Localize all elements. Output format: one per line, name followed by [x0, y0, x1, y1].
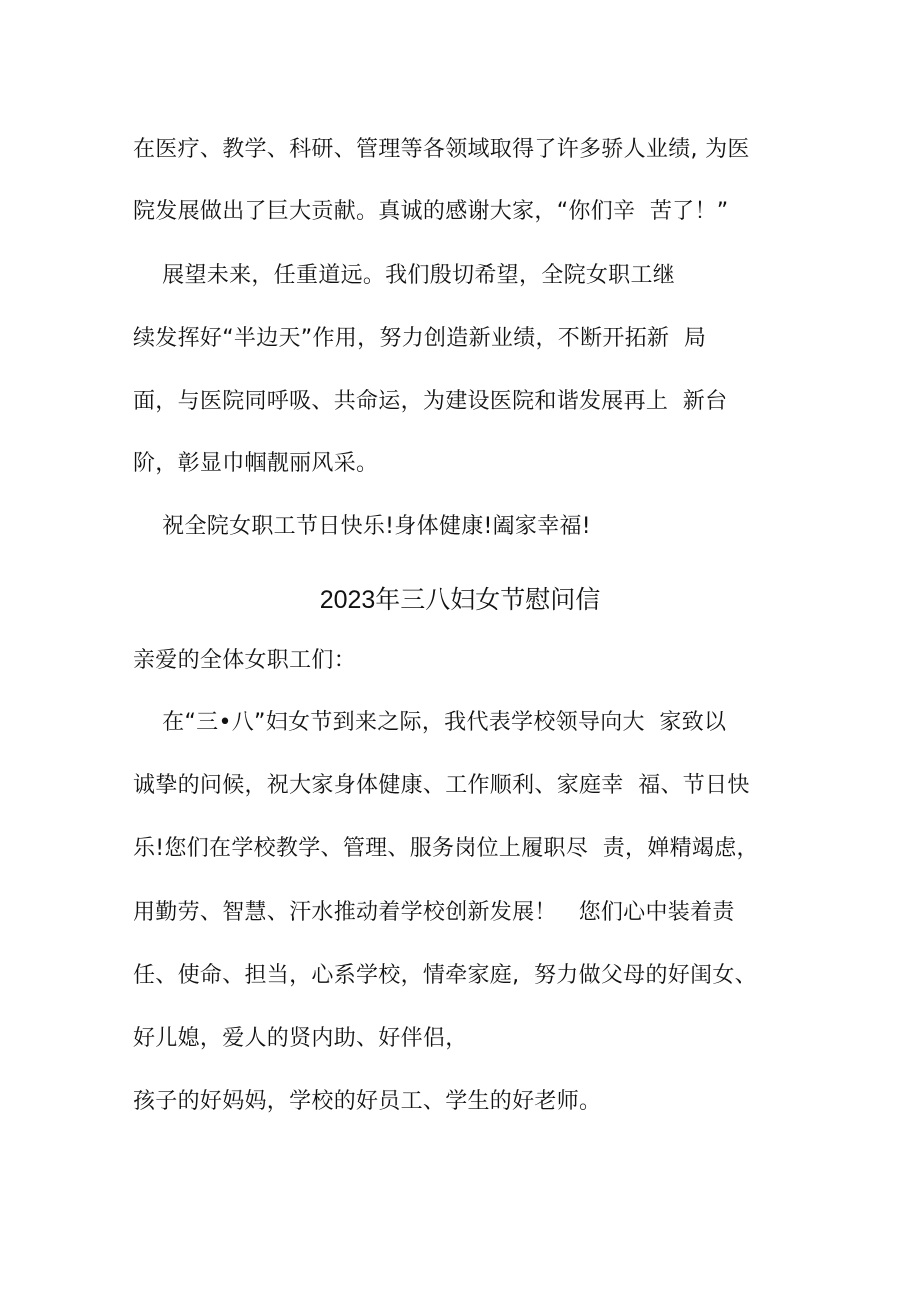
body-text-line: 用勤劳、智慧、汗水推动着学校创新发展！ 您们心中装着责: [133, 900, 735, 925]
letter-title: 2023年三八妇女节慰问信: [319, 586, 601, 614]
body-text-line: 续发挥好“半边天”作用，努力创造新业绩，不断开拓新 局: [133, 326, 707, 351]
paragraph-start-line: 展望未来，任重道远。我们殷切希望，全院女职工继: [133, 263, 676, 288]
body-text-line: 好儿媳，爱人的贤内助、好伴侣，: [133, 1026, 468, 1051]
body-text-line: 面，与医院同呼吸、共命运，为建设医院和谐发展再上 新台: [133, 389, 728, 414]
body-text-line: 诚挚的问候，祝大家身体健康、工作顺利、家庭幸 福、节日快: [133, 773, 750, 798]
body-text-line: 孩子的好妈妈，学校的好员工、学生的好老师。: [133, 1089, 602, 1114]
body-text-line: 任、使命、担当，心系学校，情牵家庭, 努力做父母的好闺女、: [133, 963, 757, 988]
paragraph-start-line: 在“三•八”妇女节到来之际，我代表学校领导向大 家致以: [133, 710, 727, 735]
closing-wishes-line: 祝全院女职工节日快乐!身体健康!阖家幸福!: [133, 514, 591, 539]
body-text-line: 院发展做出了巨大贡献。真诚的感谢大家，“你们辛 苦了！”: [133, 199, 729, 224]
body-text-line: 乐!您们在学校教学、管理、服务岗位上履职尽 责，婵精竭虑，: [133, 836, 759, 861]
salutation: 亲爱的全体女职工们：: [133, 648, 357, 673]
body-text-line: 阶，彰显巾帼靓丽风采。: [133, 451, 379, 476]
body-text-line: 在医疗、教学、科研、管理等各领域取得了许多骄人业绩, 为医: [133, 137, 750, 162]
